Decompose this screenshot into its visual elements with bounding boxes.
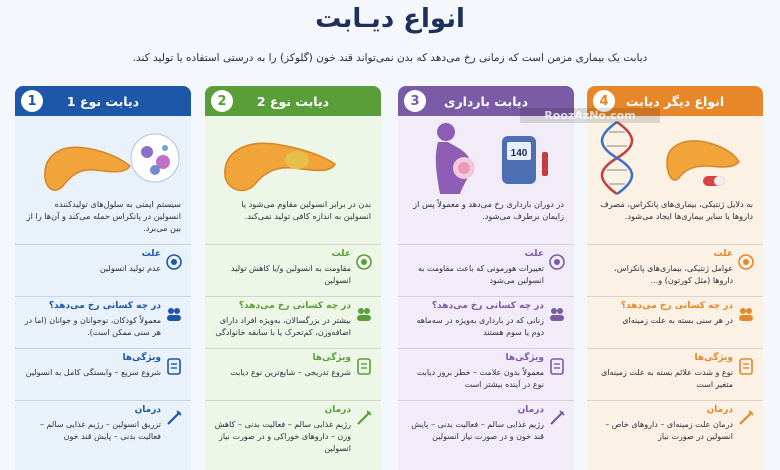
who-label: در چه کسانی رخ می‌دهد؟ xyxy=(238,301,351,311)
cause-label: علت xyxy=(524,249,544,259)
cause-text: عوامل ژنتیکی، بیماری‌های پانکراس، داروها (مثل کورتون) و... xyxy=(614,264,733,285)
pancreas-illustration xyxy=(15,116,191,196)
card-number: 1 xyxy=(21,90,43,112)
clipboard-icon xyxy=(355,357,373,375)
who-section xyxy=(205,296,381,348)
cause-text: عدم تولید انسولین xyxy=(99,264,161,273)
treatment-label: درمان xyxy=(134,405,161,415)
features-label: ویژگی‌ها xyxy=(122,353,161,363)
features-label: ویژگی‌ها xyxy=(312,353,351,363)
features-text: شروع سریع – وابستگی کامل به انسولین xyxy=(25,368,161,377)
treatment-section xyxy=(15,400,191,464)
who-label: در چه کسانی رخ می‌دهد؟ xyxy=(48,301,161,311)
syringe-icon xyxy=(355,409,373,427)
treatment-section xyxy=(205,400,381,464)
people-icon xyxy=(548,305,566,323)
cause-text: مقاومت به انسولین و/یا کاهش تولید انسولین xyxy=(231,264,351,285)
cause-section xyxy=(15,244,191,296)
who-text: در هر سنی بسته به علت زمینه‌ای xyxy=(622,316,733,325)
people-icon xyxy=(165,305,183,323)
cause-section xyxy=(587,244,763,296)
who-text: زنانی که در بارداری به‌ویژه در سه‌ماهه دوم یا سوم هستند xyxy=(416,316,544,337)
pancreas-icon xyxy=(205,116,381,196)
features-text: نوع و شدت علائم بسته به علت زمینه‌ای متغیر است xyxy=(601,368,733,389)
who-label: در چه کسانی رخ می‌دهد؟ xyxy=(431,301,544,311)
treatment-label: درمان xyxy=(517,405,544,415)
card-description: سیستم ایمنی به سلول‌های تولیدکننده انسولین در پانکراس حمله می‌کند و آن‌ها را از بین می‌برد. xyxy=(26,199,181,233)
watermark: RoozAzNo.com xyxy=(520,108,660,123)
card-title: دیابت نوع 2 xyxy=(256,93,330,109)
features-label: ویژگی‌ها xyxy=(694,353,733,363)
syringe-icon xyxy=(548,409,566,427)
dna-icon xyxy=(587,116,763,196)
page-title: انواع دیـابت xyxy=(315,4,465,34)
people-icon xyxy=(737,305,755,323)
card-title: دیابت نوع 1 xyxy=(66,93,140,109)
cause-text: تغییرات هورمونی که باعث مقاومت به انسولین می‌شود xyxy=(417,264,544,285)
card-type1 xyxy=(15,86,191,470)
features-text: شروع تدریجی – شایع‌ترین نوع دیابت xyxy=(230,368,351,377)
cause-label: علت xyxy=(141,249,161,259)
treatment-text: رژیم غذایی سالم – فعالیت بدنی – کاهش وزن – داروهای خوراکی و در صورت نیاز انسولین xyxy=(214,420,351,453)
clipboard-icon xyxy=(165,357,183,375)
treatment-section xyxy=(587,400,763,464)
features-label: ویژگی‌ها xyxy=(505,353,544,363)
card-number: 2 xyxy=(211,90,233,112)
treatment-label: درمان xyxy=(324,405,351,415)
card-description: به دلایل ژنتیکی، بیماری‌های پانکراس، مصرف داروها یا سایر بیماری‌ها ایجاد می‌شود. xyxy=(600,199,753,221)
pregnancy-illustration xyxy=(398,116,574,196)
card-header xyxy=(205,86,381,116)
cause-label: علت xyxy=(713,249,733,259)
who-text: بیشتر در بزرگسالان، به‌ویژه افراد دارای اضافه‌وزن، کم‌تحرک یا با سابقه خانوادگی xyxy=(215,316,351,337)
clipboard-icon xyxy=(548,357,566,375)
treatment-section xyxy=(398,400,574,464)
card-title: انواع دیگر دیابت xyxy=(625,93,725,109)
features-section xyxy=(15,348,191,400)
cause-label: علت xyxy=(331,249,351,259)
pancreas-icon xyxy=(15,116,191,196)
card-other xyxy=(587,86,763,470)
who-section xyxy=(15,296,191,348)
card-number: 3 xyxy=(404,90,426,112)
syringe-icon xyxy=(737,409,755,427)
treatment-text: رژیم غذایی سالم – فعالیت بدنی – پایش قند خون و در صورت نیاز انسولین xyxy=(411,420,544,441)
who-label: در چه کسانی رخ می‌دهد؟ xyxy=(620,301,733,311)
card-gestational xyxy=(398,86,574,470)
card-title: دیابت بارداری xyxy=(444,93,529,109)
syringe-icon xyxy=(165,409,183,427)
features-section xyxy=(398,348,574,400)
target-icon xyxy=(548,253,566,271)
features-section xyxy=(205,348,381,400)
card-description: در دوران بارداری رخ می‌دهد و معمولاً پس از زایمان برطرف می‌شود. xyxy=(413,199,564,221)
target-icon xyxy=(165,253,183,271)
pancreas-illustration xyxy=(205,116,381,196)
people-icon xyxy=(355,305,373,323)
who-section xyxy=(398,296,574,348)
cause-section xyxy=(398,244,574,296)
target-icon xyxy=(737,253,755,271)
who-section xyxy=(587,296,763,348)
treatment-text: تزریق انسولین – رژیم غذایی سالم – فعالیت بدنی – پایش قند خون xyxy=(40,420,161,441)
treatment-text: درمان علت زمینه‌ای – داروهای خاص – انسولین در صورت نیاز xyxy=(605,420,733,441)
card-number: 4 xyxy=(593,90,615,112)
card-description: بدن در برابر انسولین مقاوم می‌شود یا انسولین به اندازه کافی تولید نمی‌کند. xyxy=(241,199,371,221)
features-section xyxy=(587,348,763,400)
treatment-label: درمان xyxy=(706,405,733,415)
cause-section xyxy=(205,244,381,296)
page-subtitle: دیابت یک بیماری مزمن است که زمانی رخ می‌دهد که بدن نمی‌تواند قند خون (گلوکز) را به درستی استفاده یا تولید کند. xyxy=(132,52,648,64)
clipboard-icon xyxy=(737,357,755,375)
dna-pancreas-illustration xyxy=(587,116,763,196)
who-text: معمولاً کودکان، نوجوانان و جوانان (اما در هر سنی ممکن است). xyxy=(24,316,161,337)
target-icon xyxy=(355,253,373,271)
svg-text:140: 140 xyxy=(510,148,528,159)
pregnant-woman-icon xyxy=(398,116,574,196)
card-header xyxy=(15,86,191,116)
card-type2 xyxy=(205,86,381,470)
features-text: معمولاً بدون علامت – خطر بروز دیابت نوع در آینده بیشتر است xyxy=(416,368,544,389)
